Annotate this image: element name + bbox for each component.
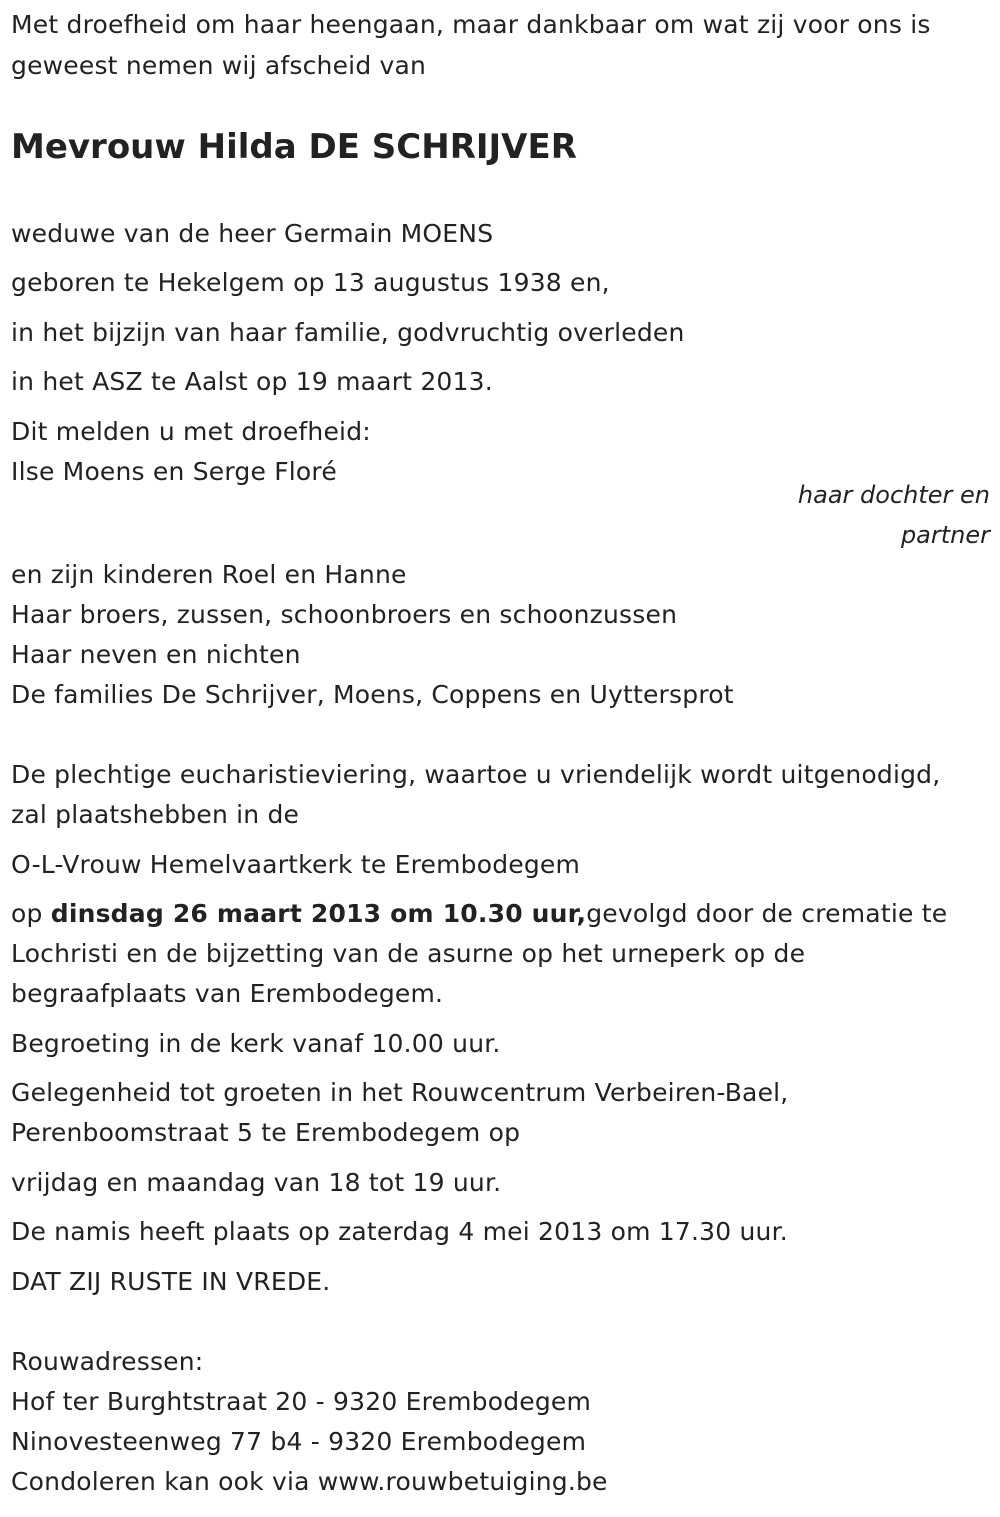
ceremony-date-bold: dinsdag 26 maart 2013 om 10.30 uur, xyxy=(50,899,587,928)
ceremony-namis: De namis heeft plaats op zaterdag 4 mei 2013 om 17.30 uur. xyxy=(11,1217,788,1246)
ceremony-visit-3: vrijdag en maandag van 18 tot 19 uur. xyxy=(11,1168,502,1197)
ceremony-line-2: zal plaatshebben in de xyxy=(11,800,300,829)
bio-widow: weduwe van de heer Germain MOENS xyxy=(11,219,494,248)
family-announce: Dit melden u met droefheid: xyxy=(11,417,371,446)
family-siblings: Haar broers, zussen, schoonbroers en schoonzussen xyxy=(11,600,678,629)
ceremony-date-line xyxy=(11,899,947,929)
intro-line-2: geweest nemen wij afscheid van xyxy=(11,51,427,80)
daughter-role-1: haar dochter en xyxy=(797,481,990,509)
bio-passed-2: in het ASZ te Aalst op 19 maart 2013. xyxy=(11,367,493,396)
ceremony-line-5: begraafplaats van Erembodegem. xyxy=(11,979,444,1008)
daughter-role-2: partner xyxy=(900,521,990,549)
ceremony-church: O-L-Vrouw Hemelvaartkerk te Erembodegem xyxy=(11,850,581,879)
ceremony-visit-1: Gelegenheid tot groeten in het Rouwcentrum Verbeiren-Bael, xyxy=(11,1078,789,1107)
bio-born: geboren te Hekelgem op 13 augustus 1938 en, xyxy=(11,268,610,297)
addresses-heading: Rouwadressen: xyxy=(11,1347,204,1376)
family-cousins: Haar neven en nichten xyxy=(11,640,301,669)
address-2: Ninovesteenweg 77 b4 - 9320 Erembodegem xyxy=(11,1427,587,1456)
ceremony-date-suffix: gevolgd door de crematie te xyxy=(586,899,948,928)
address-1: Hof ter Burghtstraat 20 - 9320 Erembodegem xyxy=(11,1387,592,1416)
bio-passed-1: in het bijzijn van haar familie, godvruchtig overleden xyxy=(11,318,685,347)
ceremony-line-4: Lochristi en de bijzetting van de asurne op het urneperk op de xyxy=(11,939,806,968)
condolence-line: Condoleren kan ook via www.rouwbetuiging.be xyxy=(11,1467,608,1496)
ceremony-date-prefix: op xyxy=(11,899,51,928)
family-families: De families De Schrijver, Moens, Coppens en Uyttersprot xyxy=(11,680,734,709)
ceremony-rip: DAT ZIJ RUSTE IN VREDE. xyxy=(11,1267,331,1296)
deceased-name: Mevrouw Hilda DE SCHRIJVER xyxy=(11,127,577,167)
family-children: en zijn kinderen Roel en Hanne xyxy=(11,560,407,589)
ceremony-visit-2: Perenboomstraat 5 te Erembodegem op xyxy=(11,1118,521,1147)
ceremony-greeting: Begroeting in de kerk vanaf 10.00 uur. xyxy=(11,1029,501,1058)
family-daughter: Ilse Moens en Serge Floré xyxy=(11,457,337,486)
intro-line-1: Met droefheid om haar heengaan, maar dankbaar om wat zij voor ons is xyxy=(11,10,931,39)
ceremony-line-1: De plechtige eucharistieviering, waartoe u vriendelijk wordt uitgenodigd, xyxy=(11,760,941,789)
